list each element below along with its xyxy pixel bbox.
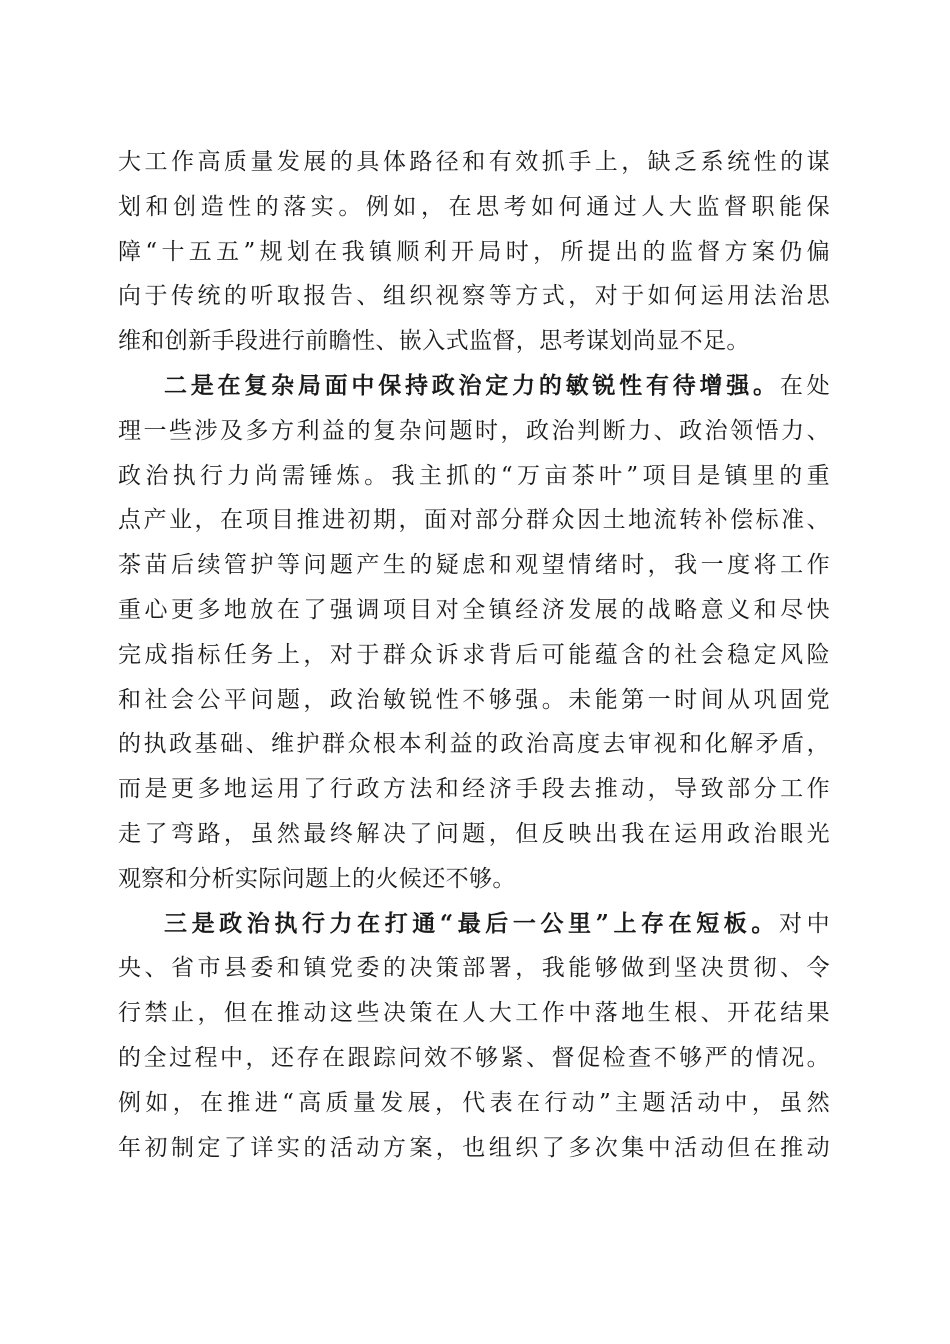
paragraph-line: 和社会公平问题，政治敏锐性不够强。未能第一时间从巩固党 <box>118 686 830 713</box>
paragraph-line: 政治执行力尚需锤炼。我主抓的“万亩茶叶”项目是镇里的重 <box>118 462 830 489</box>
paragraph-line: 年初制定了详实的活动方案，也组织了多次集中活动但在推动 <box>118 1134 830 1161</box>
paragraph-line: 维和创新手段进行前瞻性、嵌入式监督，思考谋划尚显不足。 <box>118 328 750 355</box>
paragraph-line: 央、省市县委和镇党委的决策部署，我能够做到坚决贯彻、令 <box>118 955 830 982</box>
paragraph-line: 重心更多地放在了强调项目对全镇经济发展的战略意义和尽快 <box>118 596 830 623</box>
paragraph-line: 的全过程中，还存在跟踪问效不够紧、督促检查不够严的情况。 <box>118 1044 830 1071</box>
paragraph-first-line <box>118 364 830 409</box>
paragraph-line: 障“十五五”规划在我镇顺利开局时，所提出的监督方案仍偏 <box>118 238 830 265</box>
paragraph-text: 对中 <box>779 910 830 937</box>
paragraph-line: 向于传统的听取报告、组织视察等方式，对于如何运用法治思 <box>118 283 830 310</box>
paragraph-line: 理一些涉及多方利益的复杂问题时，政治判断力、政治领悟力、 <box>118 417 830 444</box>
paragraph-first-line <box>118 902 830 947</box>
paragraph-1 <box>118 140 830 364</box>
document-body <box>118 140 830 1170</box>
paragraph-line: 的执政基础、维护群众根本利益的政治高度去审视和化解矛盾， <box>118 731 830 758</box>
paragraph-line: 完成指标任务上，对于群众诉求背后可能蕴含的社会稳定风险 <box>118 641 830 668</box>
paragraph-2 <box>118 364 830 902</box>
paragraph-line: 例如，在推进“高质量发展，代表在行动”主题活动中，虽然 <box>118 1089 830 1116</box>
paragraph-line: 观察和分析实际问题上的火候还不够。 <box>118 865 516 892</box>
paragraph-heading: 二是在复杂局面中保持政治定力的敏锐性有待增强。 <box>164 371 780 399</box>
paragraph-line: 行禁止，但在推动这些决策在人大工作中落地生根、开花结果 <box>118 1000 830 1027</box>
paragraph-line: 走了弯路，虽然最终解决了问题，但反映出我在运用政治眼光 <box>118 820 830 847</box>
paragraph-text: 在处 <box>779 372 830 399</box>
paragraph-3 <box>118 902 830 1171</box>
paragraph-line: 点产业，在项目推进初期，面对部分群众因土地流转补偿标准、 <box>118 507 830 534</box>
paragraph-line: 划和创造性的落实。例如，在思考如何通过人大监督职能保 <box>118 193 830 220</box>
paragraph-line: 而是更多地运用了行政方法和经济手段去推动，导致部分工作 <box>118 776 830 803</box>
paragraph-line: 大工作高质量发展的具体路径和有效抓手上，缺乏系统性的谋 <box>118 149 830 175</box>
paragraph-heading: 三是政治执行力在打通“最后一公里”上存在短板。 <box>164 909 779 937</box>
paragraph-line: 茶苗后续管护等问题产生的疑虑和观望情绪时，我一度将工作 <box>118 552 830 579</box>
